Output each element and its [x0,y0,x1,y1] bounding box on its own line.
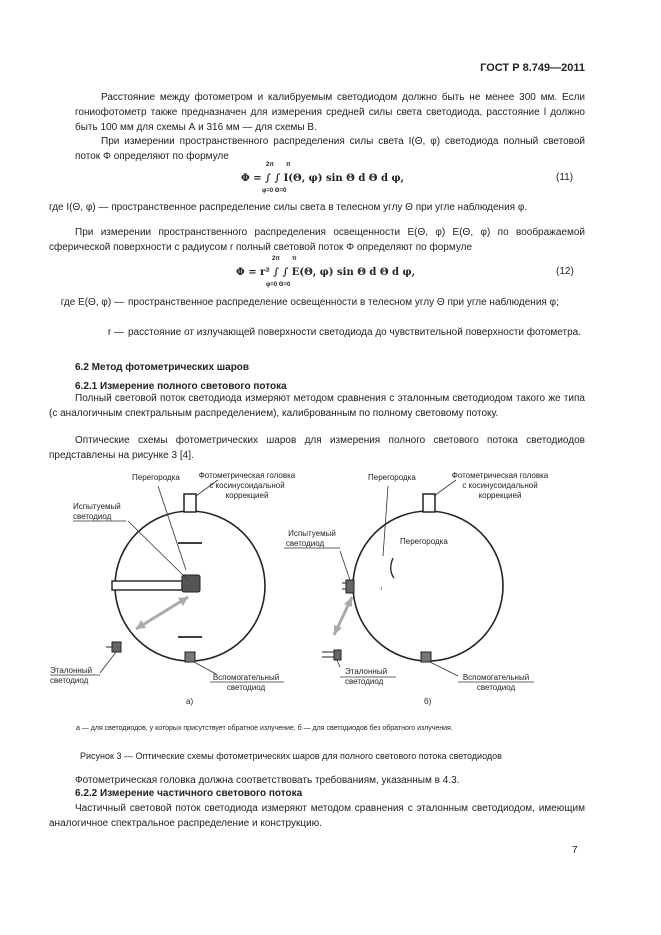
label-diagram-a: а) [186,697,194,706]
paragraph-total-flux: Полный световой поток светодиода измеряют методом сравнения с эталонным светодиодом такого же типа (с аналогичным спектральным распределением), калиброванным по полному световому потоку. [49,393,585,419]
tested-led-b [346,580,354,593]
label-reference-a-2: светодиод [50,676,89,685]
tested-led-a [182,575,200,592]
reference-led-b [334,650,341,660]
where-12-term-r: r — [107,327,124,338]
equation-number-12: (12) [556,266,574,277]
label-partition-b: Перегородка [368,473,416,482]
formula-11-upper-outer: 2π [266,162,274,168]
photometric-head-b [423,494,435,512]
equation-number-11: (11) [556,172,574,183]
light-path-arrow-a [136,597,188,629]
label-partition-inner-b: Перегородка [400,537,448,546]
where-12-term-E: где E(Θ, φ) — [60,297,124,308]
formula-12-upper-inner: π [292,256,297,262]
label-auxiliary-a-2: светодиод [226,683,266,692]
label-head-b-3: коррекцией [478,491,522,500]
formula-11-lower-limits: φ=0 Θ=0 [262,188,287,194]
label-auxiliary-b-1: Вспомогательный [462,673,530,682]
label-auxiliary-a-1: Вспомогательный [212,673,280,682]
label-diagram-b: б) [424,697,432,706]
sphere-b [353,511,503,661]
paragraph-intensity: При измерении пространственного распределения силы света I(Θ, φ) светодиода полный световой поток Φ определяют по формуле [75,136,585,162]
label-head-b-1: Фотометрическая головка [451,471,549,480]
reference-led-a [112,642,121,652]
label-tested-b-1: Испытуемый [288,529,336,538]
formula-11-body: Φ = ∫ ∫ I(Θ, φ) sin Θ d Θ d φ, [241,173,404,184]
figure-3-diagram [40,466,600,714]
figure-caption: Рисунок 3 — Оптические схемы фотометрических шаров для полного светового потока светодиодов [80,751,502,761]
formula-12-upper-outer: 2π [272,256,280,262]
paragraph-partial-flux: Частичный световой поток светодиода измеряют методом сравнения с эталонным светодиодом, имеющим аналогичное спектральное распределение и конструкцию. [49,803,585,829]
section-6-2-heading: 6.2 Метод фотометрических шаров [75,362,250,373]
where-11: где I(Θ, φ) — пространственное распределение силы света в телесном углу Θ при угле наблюдения φ. [49,202,528,213]
label-tested-a-1: Испытуемый [73,502,121,511]
paragraph-distance: Расстояние между фотометром и калибруемым светодиодом должно быть не менее 300 мм. Если гониофотометр также предназначен для измерения средней силы света светодиода, расстояние l должно быть 100 мм для схемы А и 316 мм — для схемы В. [75,92,585,133]
formula-12-lower-limits: φ=0 Θ=0 [266,282,291,288]
label-tested-a-2: светодиод [73,512,112,521]
label-auxiliary-b-2: светодиод [476,683,516,692]
where-12-def-r: расстояние от излучающей поверхности светодиода до чувствительной поверхности фотометра. [128,327,581,338]
svg-text:·ı: ·ı [379,586,383,592]
label-head-a-1: Фотометрическая головка [198,471,296,480]
figure-note: а — для светодиодов, у которых присутствует обратное излучение, б — для светодиодов без обратного излучения. [76,725,453,732]
formula-11-upper-inner: π [286,162,291,168]
page-number: 7 [572,845,578,856]
formula-12 [236,256,436,290]
auxiliary-led-b [421,652,431,662]
paragraph-head-requirements: Фотометрическая головка должна соответствовать требованиям, указанным в 4.3. [75,775,460,786]
label-reference-b-1: Эталонный [345,667,388,676]
standard-header: ГОСТ Р 8.749—2011 [480,62,585,74]
formula-12-body: Φ = r² ∫ ∫ E(Θ, φ) sin Θ d Θ d φ, [236,267,416,278]
label-partition-a: Перегородка [132,473,180,482]
diagram-b [284,471,549,706]
where-12-def-E: пространственное распределение освещенности в телесном углу Θ при угле наблюдения φ; [128,297,559,308]
label-reference-b-2: светодиод [345,677,384,686]
tested-led-holder-a [112,581,182,590]
paragraph-illuminance: При измерении пространственного распределения освещенности E(Θ, φ) E(Θ, φ) по воображаемой сферической поверхности с радиусом r полный световой поток Φ определяют по формуле [49,227,585,253]
paragraph-optical-schemes: Оптические схемы фотометрических шаров для измерения полного светового потока светодиодов представлены на рисунке 3 [4]. [49,435,585,461]
label-tested-b-2: светодиод [285,539,325,548]
label-head-a-2: с косинусоидальной [209,481,285,490]
formula-11 [238,162,438,196]
section-6-2-1-heading: 6.2.1 Измерение полного светового потока [75,381,287,392]
diagram-a [50,471,296,706]
label-head-a-3: коррекцией [225,491,269,500]
label-head-b-2: с косинусоидальной [462,481,538,490]
section-6-2-2-heading: 6.2.2 Измерение частичного светового потока [75,788,303,799]
auxiliary-led-a [185,652,195,662]
photometric-head-a [184,494,196,512]
label-reference-a-1: Эталонный [50,666,93,675]
baffle-b [391,558,394,578]
